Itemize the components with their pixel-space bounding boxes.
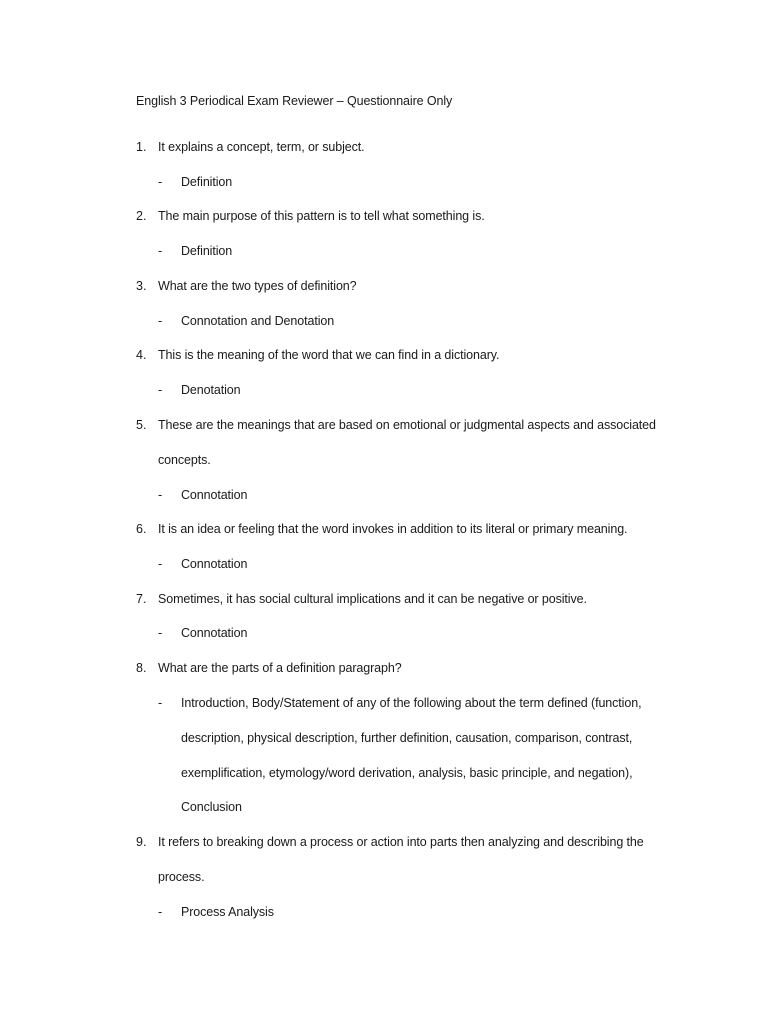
answer-dash: - [158,244,163,258]
answer-text: Introduction, Body/Statement of any of the following about the term defined (function, [181,696,642,710]
answer-text-continued: description, physical description, further definition, causation, comparison, contrast, [181,731,633,745]
question-text-continued: concepts. [158,453,211,467]
item-number: 6. [136,522,147,536]
question-text: It is an idea or feeling that the word invokes in addition to its literal or primary meaning. [158,522,628,536]
question-text: It explains a concept, term, or subject. [158,140,365,154]
answer-text-continued: exemplification, etymology/word derivation, analysis, basic principle, and negation), [181,766,633,780]
item-number: 5. [136,418,147,432]
answer-dash: - [158,314,163,328]
item-number: 7. [136,592,147,606]
question-text: This is the meaning of the word that we can find in a dictionary. [158,348,500,362]
document-title: English 3 Periodical Exam Reviewer – Questionnaire Only [136,94,453,108]
answer-dash: - [158,383,163,397]
answer-text: Connotation [181,626,248,640]
question-text-continued: process. [158,870,205,884]
item-number: 9. [136,835,147,849]
question-text: These are the meanings that are based on emotional or judgmental aspects and associated [158,418,656,432]
answer-dash: - [158,626,163,640]
answer-dash: - [158,557,163,571]
answer-dash: - [158,488,163,502]
item-number: 1. [136,140,147,154]
item-number: 3. [136,279,147,293]
item-number: 4. [136,348,147,362]
answer-text: Connotation and Denotation [181,314,335,328]
answer-dash: - [158,696,163,710]
answer-text: Denotation [181,383,241,397]
answer-text: Connotation [181,557,248,571]
answer-dash: - [158,905,163,919]
item-number: 2. [136,209,147,223]
answer-text: Process Analysis [181,905,274,919]
answer-text: Definition [181,244,233,258]
item-number: 8. [136,661,147,675]
question-text: It refers to breaking down a process or action into parts then analyzing and describing the [158,835,644,849]
question-text: What are the two types of definition? [158,279,357,293]
answer-text: Connotation [181,488,248,502]
question-text: The main purpose of this pattern is to tell what something is. [158,209,485,223]
question-text: What are the parts of a definition paragraph? [158,661,402,675]
answer-dash: - [158,175,163,189]
answer-text-continued: Conclusion [181,800,242,814]
answer-text: Definition [181,175,233,189]
question-text: Sometimes, it has social cultural implications and it can be negative or positive. [158,592,587,606]
